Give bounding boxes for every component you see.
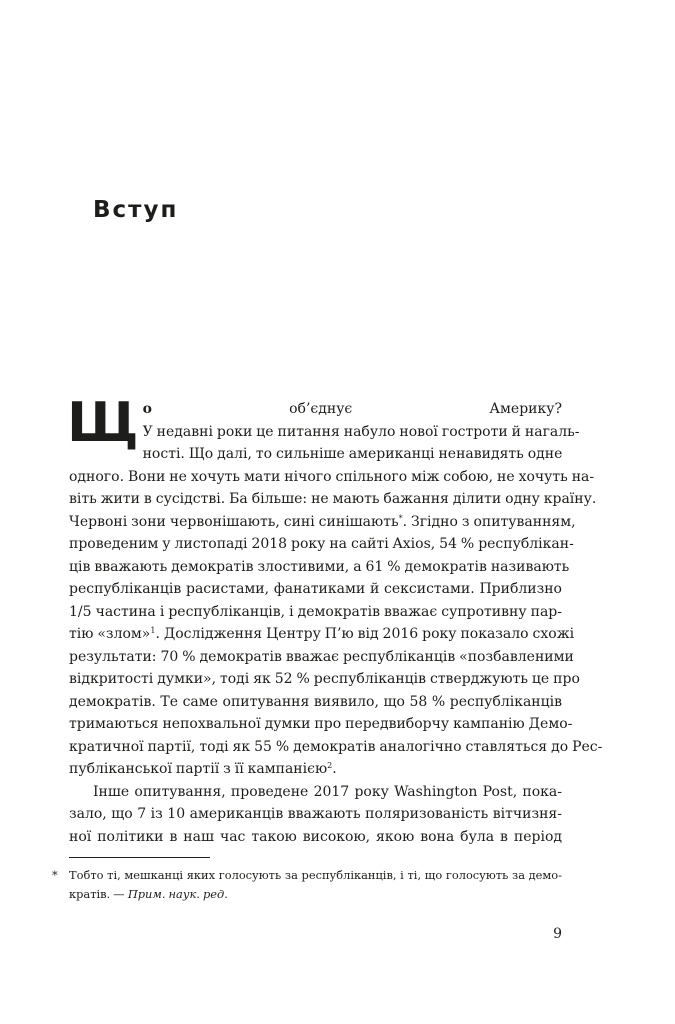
endnote-ref[interactable]: 1: [150, 626, 156, 635]
body-line: відкритості думки», тоді як 52 % республіканців стверджують це про: [69, 671, 580, 687]
body-line-part: . Згідно з опитуванням,: [402, 513, 576, 530]
chapter-body: [67, 391, 603, 848]
footnote-line: [69, 885, 562, 904]
body-line-part: тію «злом»: [69, 626, 151, 642]
footnote-ref[interactable]: *: [398, 513, 403, 523]
body-line: демократів. Те саме опитування виявило, що 58 % республіканців: [69, 693, 562, 710]
body-line: республіканців расистами, фанатиками й сексистами. Приблизно: [69, 581, 562, 597]
chapter-title: Вступ: [93, 197, 179, 223]
footnote: [52, 866, 562, 904]
body-line: [69, 758, 562, 781]
body-line: проведеним у листопаді 2018 року на сайті Axios, 54 % республікан-: [69, 536, 574, 552]
body-line: одного. Вони не хочуть мати нічого спільного між собою, не хочуть на-: [69, 468, 595, 485]
body-line: віть жити в сусідстві. Ба більше: не мають бажання ділити одну країну.: [69, 491, 597, 507]
footnote-divider: [69, 857, 210, 858]
body-line: результати: 70 % демократів вважає республіканців «позбавленими: [69, 648, 574, 665]
body-line: зало, що 7 із 10 американців вважають поляризованість вітчизня-: [69, 806, 562, 822]
body-line: об’єднує Америку?: [151, 401, 562, 417]
body-line-part: . Дослідження Центру П’ю від 2016 року показало схожі: [155, 626, 575, 642]
drop-cap: Щ: [67, 391, 137, 454]
body-line: тримаються непохвальної думки про передвиборчу кампанію Демо-: [69, 716, 573, 732]
body-line: ності. Що далі, то сильніше американці ненавидять одне: [142, 446, 563, 462]
body-line: Інше опитування, проведене 2017 року Washington Post, пока-: [93, 783, 562, 800]
body-line: [69, 623, 575, 646]
lead-word: о: [142, 401, 152, 417]
body-line-part: Червоні зони червонішають, сині синішають: [69, 513, 399, 530]
body-line: ної політики в наш час такою високою, якою вона була в період: [69, 828, 562, 845]
page-number: 9: [553, 926, 562, 942]
footnote-marker: *: [52, 868, 58, 882]
body-line-part: публіканської партії з її кампанією: [69, 761, 328, 777]
footnote-line: Тобто ті, мешканці яких голосують за республіканців, і ті, що голосують за демо-: [69, 868, 562, 882]
footnote-text: кратів. —: [69, 887, 128, 901]
body-line-part: .: [332, 761, 337, 777]
body-line: ців вважають демократів злостивими, а 61 % демократів називають: [69, 558, 570, 575]
editor-note: Прим. наук. ред.: [127, 887, 228, 901]
body-line: [69, 511, 576, 534]
body-line: У недавні роки це питання набуло нової гостроти й нагаль-: [142, 423, 580, 440]
body-line: 1/5 частина і республіканців, і демократів вважає супротивну пар-: [69, 603, 562, 620]
endnote-ref[interactable]: 2: [327, 761, 333, 770]
body-line: кратичної партії, тоді як 55 % демократів аналогічно ставляться до Рес-: [69, 738, 603, 755]
